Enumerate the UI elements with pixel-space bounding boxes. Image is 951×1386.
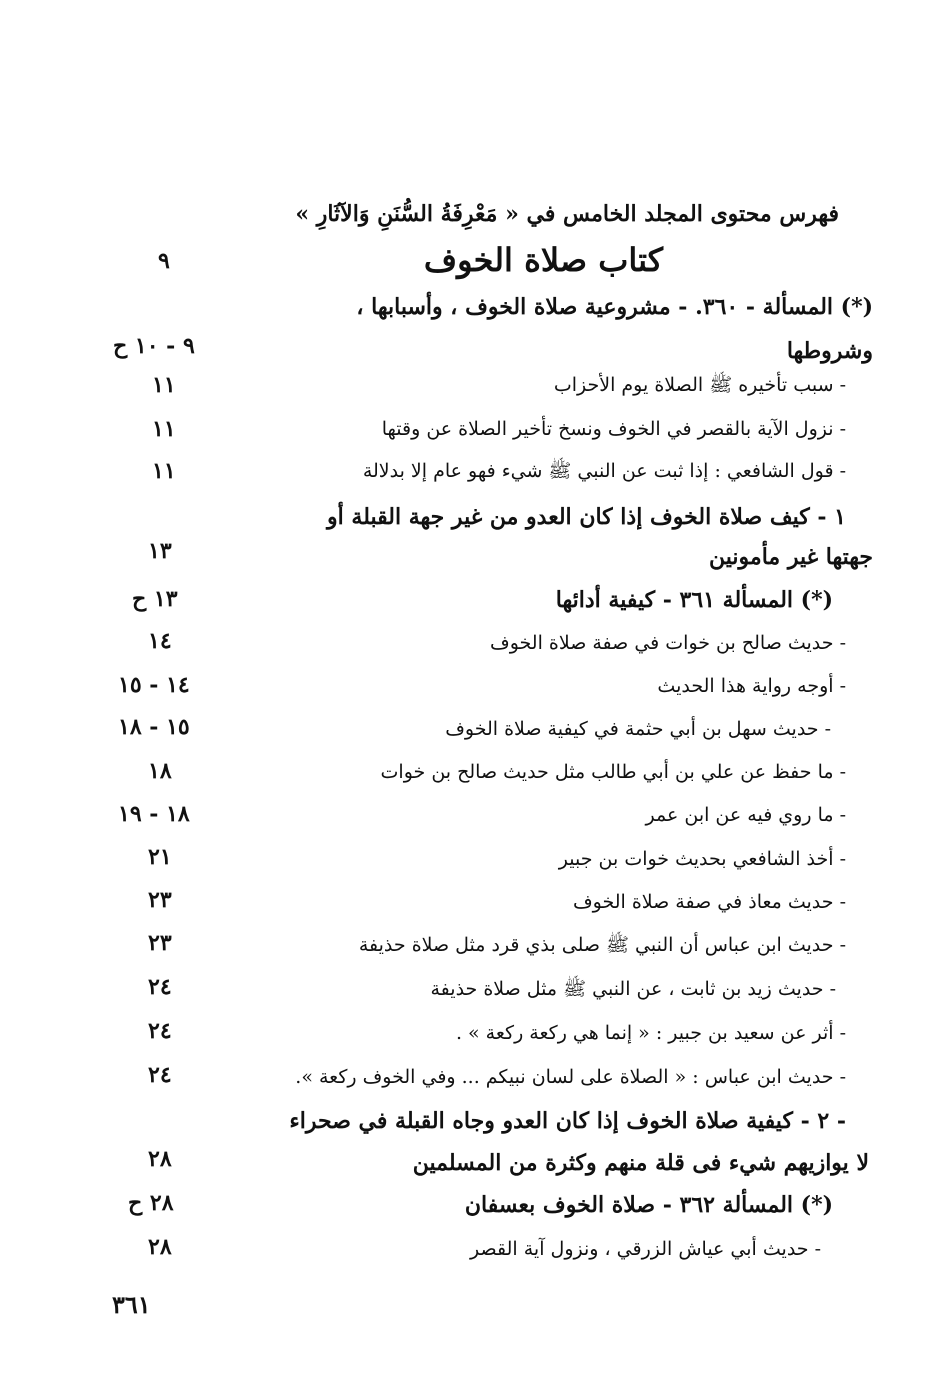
page-number: ٣٦١ — [112, 1290, 151, 1319]
entry-text: لا يوازيهم شيء فى قلة منهم وكثرة من المسلمين — [412, 1150, 869, 1176]
entry-page: ١٤ - ١٥ — [118, 672, 190, 698]
entry-text: - نزول الآية بالقصر في الخوف ونسخ تأخير الصلاة عن وقتها — [381, 418, 846, 440]
entry-page: ١٣ — [148, 538, 172, 564]
entry-page: ١٣ ح — [132, 586, 178, 612]
entry-page: ٢٨ — [148, 1146, 172, 1172]
entry-page: ٢٣ — [148, 887, 172, 913]
entry-page: ٢٤ — [148, 1062, 172, 1088]
entry-text: - حديث أبي عياش الزرقي ، ونزول آية القصر — [470, 1238, 821, 1260]
entry-text: - أخذ الشافعي بحديث خوات بن جبير — [558, 848, 846, 870]
entry-text: - سبب تأخيره ﷺ الصلاة يوم الأحزاب — [553, 374, 846, 396]
entry-page: ٢١ — [148, 844, 172, 870]
entry-text: - حديث سهل بن أبي حثمة في كيفية صلاة الخوف — [445, 718, 831, 740]
entry-text: - أثر عن سعيد بن جبير : « إنما هي ركعة ركعة » . — [455, 1022, 846, 1044]
entry-text: ١ - كيف صلاة الخوف إذا كان العدو من غير جهة القبلة أو — [327, 504, 846, 530]
entry-page: ٢٨ ح — [128, 1190, 174, 1216]
book-title: كتاب صلاة الخوف — [423, 241, 663, 279]
entry-text: - أوجه رواية هذا الحديث — [657, 675, 846, 697]
entry-page: ١١ — [152, 458, 176, 484]
entry-text: - حديث صالح بن خوات في صفة صلاة الخوف — [490, 632, 846, 654]
entry-page: ٢٤ — [148, 974, 172, 1000]
entry-page: ٢٤ — [148, 1018, 172, 1044]
entry-page: ٢٨ — [148, 1234, 172, 1260]
entry-text: جهتها غير مأمونين — [709, 544, 873, 570]
entry-page: ١١ — [152, 372, 176, 398]
entry-text: - حديث معاذ في صفة صلاة الخوف — [572, 891, 846, 913]
index-header: فهرس محتوى المجلد الخامس في « مَعْرِفَةُ السُّنَنِ وَالآثَارِ » — [295, 201, 839, 227]
entry-text: - حديث ابن عباس أن النبي ﷺ صلى بذي قرد مثل صلاة حذيفة — [358, 934, 846, 956]
entry-text: - ما روي فيه عن ابن عمر — [645, 804, 846, 826]
entry-page: ١٤ — [148, 628, 172, 654]
entry-text: (*) المسألة ٣٦٢ - صلاة الخوف بعسفان — [464, 1192, 833, 1218]
entry-text: - قول الشافعي : إذا ثبت عن النبي ﷺ شيء فهو عام إلا بدلالة — [362, 460, 846, 482]
entry-text: - حديث زيد بن ثابت ، عن النبي ﷺ مثل صلاة حذيفة — [430, 978, 836, 1000]
entry-text: - ٢ - كيفية صلاة الخوف إذا كان العدو وجاه القبلة في صحراء — [289, 1108, 846, 1134]
entry-page: ١٨ — [148, 758, 172, 784]
entry-page: ٢٣ — [148, 930, 172, 956]
entry-page: ١١ — [152, 416, 176, 442]
entry-text: - حديث ابن عباس : « الصلاة على لسان نبيكم ... وفي الخوف ركعة ». — [295, 1066, 846, 1088]
entry-text: وشروطها — [786, 338, 873, 364]
entry-page: ٩ - ١٠ ح — [113, 333, 195, 359]
entry-text: - ما حفظ عن علي بن أبي طالب مثل حديث صالح بن خوات — [380, 761, 846, 783]
entry-page: ١٥ - ١٨ — [118, 714, 190, 740]
book-title-page: ٩ — [158, 248, 170, 274]
entry-text: (*) المسألة ٣٦١ - كيفية أدائها — [555, 587, 833, 613]
entry-page: ١٨ - ١٩ — [118, 801, 190, 827]
entry-text: (*) المسألة - ٣٦٠. - مشروعية صلاة الخوف ، وأسبابها ، — [356, 294, 873, 320]
